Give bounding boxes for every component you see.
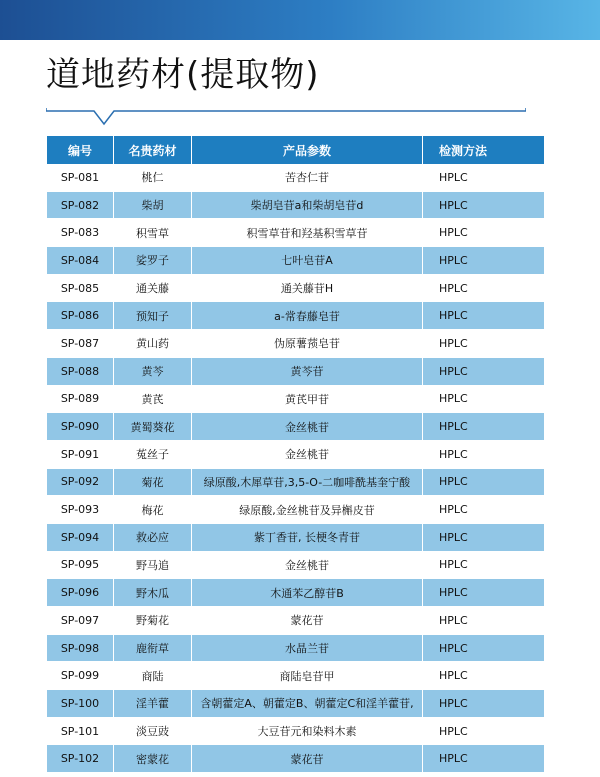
cell-param: 金丝桃苷 [192,440,423,468]
cell-method: HPLC [423,717,545,745]
table-row [47,607,545,635]
cell-param: 七叶皂苷A [192,247,423,275]
cell-method: HPLC [423,440,545,468]
cell-name: 密蒙花 [114,745,192,773]
table-row [47,468,545,496]
cell-method: HPLC [423,302,545,330]
cell-name: 黄芪 [114,385,192,413]
cell-code: SP-084 [47,247,114,275]
cell-param: 绿原酸,金丝桃苷及异槲皮苷 [192,496,423,524]
cell-param: 金丝桃苷 [192,413,423,441]
cell-code: SP-099 [47,662,114,690]
table-row [47,496,545,524]
cell-param: 大豆苷元和染料木素 [192,717,423,745]
cell-method: HPLC [423,523,545,551]
table-row [47,274,545,302]
table-row [47,440,545,468]
table-row [47,523,545,551]
cell-name: 积雪草 [114,219,192,247]
cell-code: SP-092 [47,468,114,496]
cell-name: 淡豆豉 [114,717,192,745]
cell-param: 紫丁香苷, 长梗冬青苷 [192,523,423,551]
table-row [47,745,545,773]
header-method: 检测方法 [423,136,545,164]
cell-param: a-常春藤皂苷 [192,302,423,330]
cell-name: 黄蜀葵花 [114,413,192,441]
table-row [47,551,545,579]
cell-param: 伪原薯蓣皂苷 [192,330,423,358]
table-row [47,191,545,219]
cell-name: 通关藤 [114,274,192,302]
cell-name: 野马追 [114,551,192,579]
cell-param: 蒙花苷 [192,745,423,773]
cell-name: 商陆 [114,662,192,690]
cell-param: 通关藤苷H [192,274,423,302]
cell-name: 救必应 [114,523,192,551]
cell-method: HPLC [423,164,545,191]
cell-method: HPLC [423,219,545,247]
table-row [47,357,545,385]
cell-method: HPLC [423,385,545,413]
header-band [0,0,600,40]
table-row [47,413,545,441]
cell-code: SP-098 [47,634,114,662]
cell-method: HPLC [423,468,545,496]
cell-method: HPLC [423,191,545,219]
cell-name: 黄芩 [114,357,192,385]
table-row [47,717,545,745]
table-row [47,302,545,330]
table-row [47,579,545,607]
product-table [47,136,545,773]
cell-param: 黄芩苷 [192,357,423,385]
cell-name: 淫羊藿 [114,690,192,718]
cell-name: 野菊花 [114,607,192,635]
cell-code: SP-086 [47,302,114,330]
cell-method: HPLC [423,274,545,302]
cell-code: SP-102 [47,745,114,773]
cell-method: HPLC [423,634,545,662]
cell-method: HPLC [423,607,545,635]
cell-code: SP-093 [47,496,114,524]
cell-param: 水晶兰苷 [192,634,423,662]
cell-code: SP-097 [47,607,114,635]
cell-code: SP-088 [47,357,114,385]
cell-code: SP-085 [47,274,114,302]
header-param: 产品参数 [192,136,423,164]
table-row [47,247,545,275]
table-header-row [47,136,545,164]
cell-method: HPLC [423,496,545,524]
cell-method: HPLC [423,662,545,690]
table-row [47,662,545,690]
header-name: 名贵药材 [114,136,192,164]
cell-name: 桃仁 [114,164,192,191]
table-row [47,634,545,662]
cell-code: SP-095 [47,551,114,579]
table-row [47,385,545,413]
cell-method: HPLC [423,330,545,358]
cell-name: 黄山药 [114,330,192,358]
cell-code: SP-081 [47,164,114,191]
title-underline [46,108,526,126]
cell-param: 商陆皂苷甲 [192,662,423,690]
cell-param: 柴胡皂苷a和柴胡皂苷d [192,191,423,219]
header-code: 编号 [47,136,114,164]
cell-method: HPLC [423,247,545,275]
cell-code: SP-100 [47,690,114,718]
table-row [47,219,545,247]
cell-param: 含朝藿定A、朝藿定B、朝藿定C和淫羊藿苷, [192,690,423,718]
cell-param: 积雪草苷和羟基积雪草苷 [192,219,423,247]
cell-method: HPLC [423,579,545,607]
cell-method: HPLC [423,413,545,441]
cell-method: HPLC [423,357,545,385]
cell-name: 鹿衔草 [114,634,192,662]
cell-code: SP-089 [47,385,114,413]
cell-param: 金丝桃苷 [192,551,423,579]
table-row [47,690,545,718]
cell-name: 菊花 [114,468,192,496]
cell-code: SP-094 [47,523,114,551]
cell-name: 娑罗子 [114,247,192,275]
table-row [47,330,545,358]
cell-code: SP-082 [47,191,114,219]
cell-name: 梅花 [114,496,192,524]
cell-code: SP-087 [47,330,114,358]
cell-param: 黄芪甲苷 [192,385,423,413]
cell-code: SP-090 [47,413,114,441]
cell-name: 预知子 [114,302,192,330]
cell-name: 柴胡 [114,191,192,219]
cell-code: SP-101 [47,717,114,745]
cell-param: 木通苯乙醇苷B [192,579,423,607]
cell-code: SP-091 [47,440,114,468]
cell-code: SP-083 [47,219,114,247]
page-title: 道地药材(提取物) [46,55,320,95]
cell-name: 野木瓜 [114,579,192,607]
cell-code: SP-096 [47,579,114,607]
table-row [47,164,545,191]
cell-method: HPLC [423,745,545,773]
cell-param: 蒙花苷 [192,607,423,635]
cell-param: 苦杏仁苷 [192,164,423,191]
cell-method: HPLC [423,690,545,718]
cell-name: 菟丝子 [114,440,192,468]
cell-param: 绿原酸,木犀草苷,3,5-O-二咖啡酰基奎宁酸 [192,468,423,496]
cell-method: HPLC [423,551,545,579]
